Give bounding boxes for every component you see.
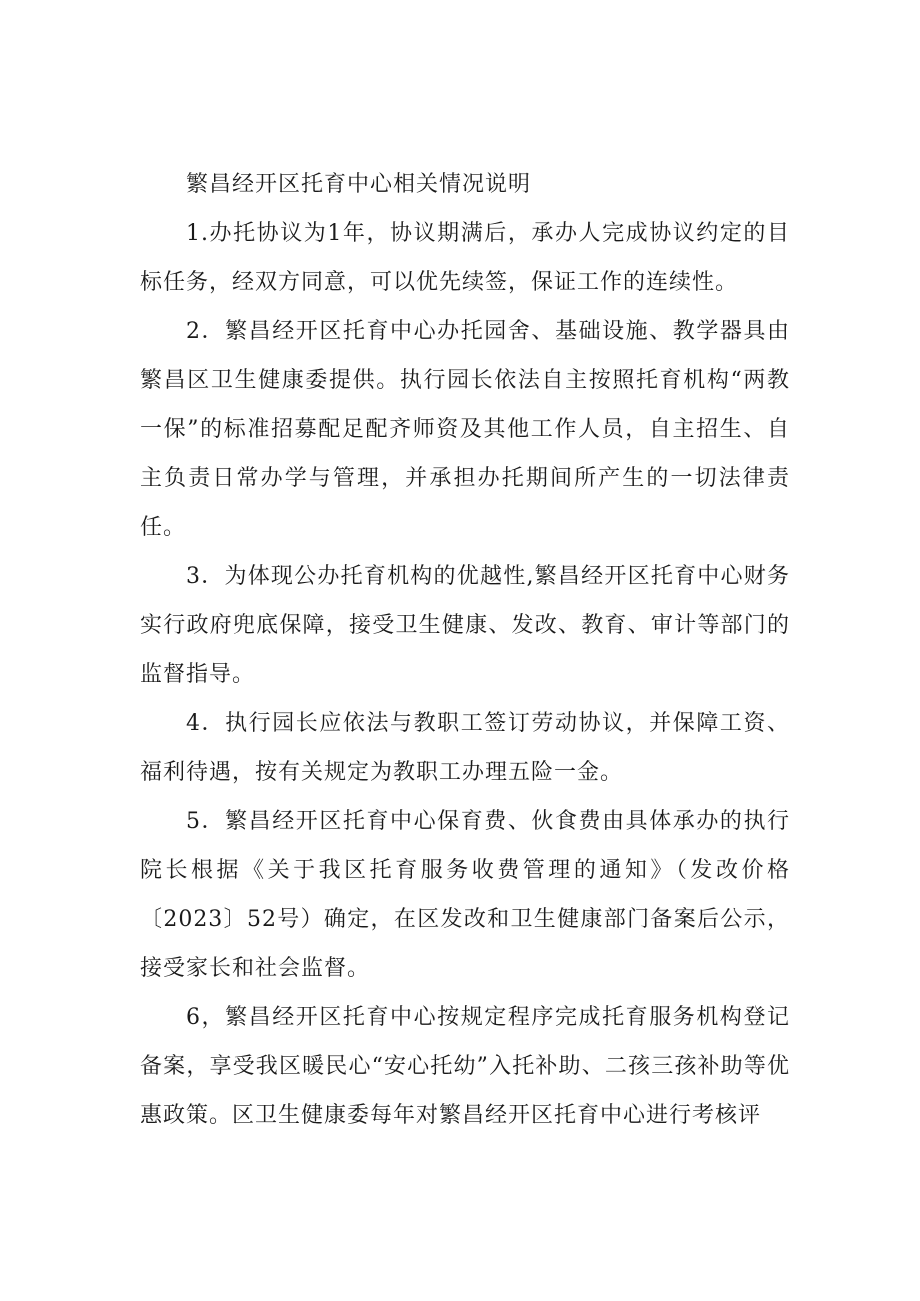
paragraph-5: 5．繁昌经开区托育中心保育费、伙食费由具体承办的执行院长根据《关于我区托育服务收费管理的通知》（发改价格〔2023〕52号）确定，在区发改和卫生健康部门备案后公示，接受家长和社会监督。 [140, 809, 790, 981]
paragraph-4: 4．执行园长应依法与教职工签订劳动协议，并保障工资、福利待遇，按有关规定为教职工办理五险一金。 [140, 711, 790, 785]
paragraph-6: 6，繁昌经开区托育中心按规定程序完成托育服务机构登记备案，享受我区暖民心“安心托幼”入托补助、二孩三孩补助等优惠政策。区卫生健康委每年对繁昌经开区托育中心进行考核评 [140, 1005, 790, 1128]
document-body [140, 160, 790, 1140]
document-title: 繁昌经开区托育中心相关情况说明 [186, 172, 532, 197]
paragraph-1: 1.办托协议为1年，协议期满后，承办人完成协议约定的目标任务，经双方同意，可以优先续签，保证工作的连续性。 [140, 221, 790, 295]
paragraph-3: 3．为体现公办托育机构的优越性,繁昌经开区托育中心财务实行政府兜底保障，接受卫生健康、发改、教育、审计等部门的监督指导。 [140, 564, 790, 687]
paragraph-2: 2．繁昌经开区托育中心办托园舍、基础设施、教学器具由繁昌区卫生健康委提供。执行园长依法自主按照托育机构“两教一保”的标准招募配足配齐师资及其他工作人员，自主招生、自主负责日常办学与管理，并承担办托期间所产生的一切法律责任。 [140, 319, 790, 540]
